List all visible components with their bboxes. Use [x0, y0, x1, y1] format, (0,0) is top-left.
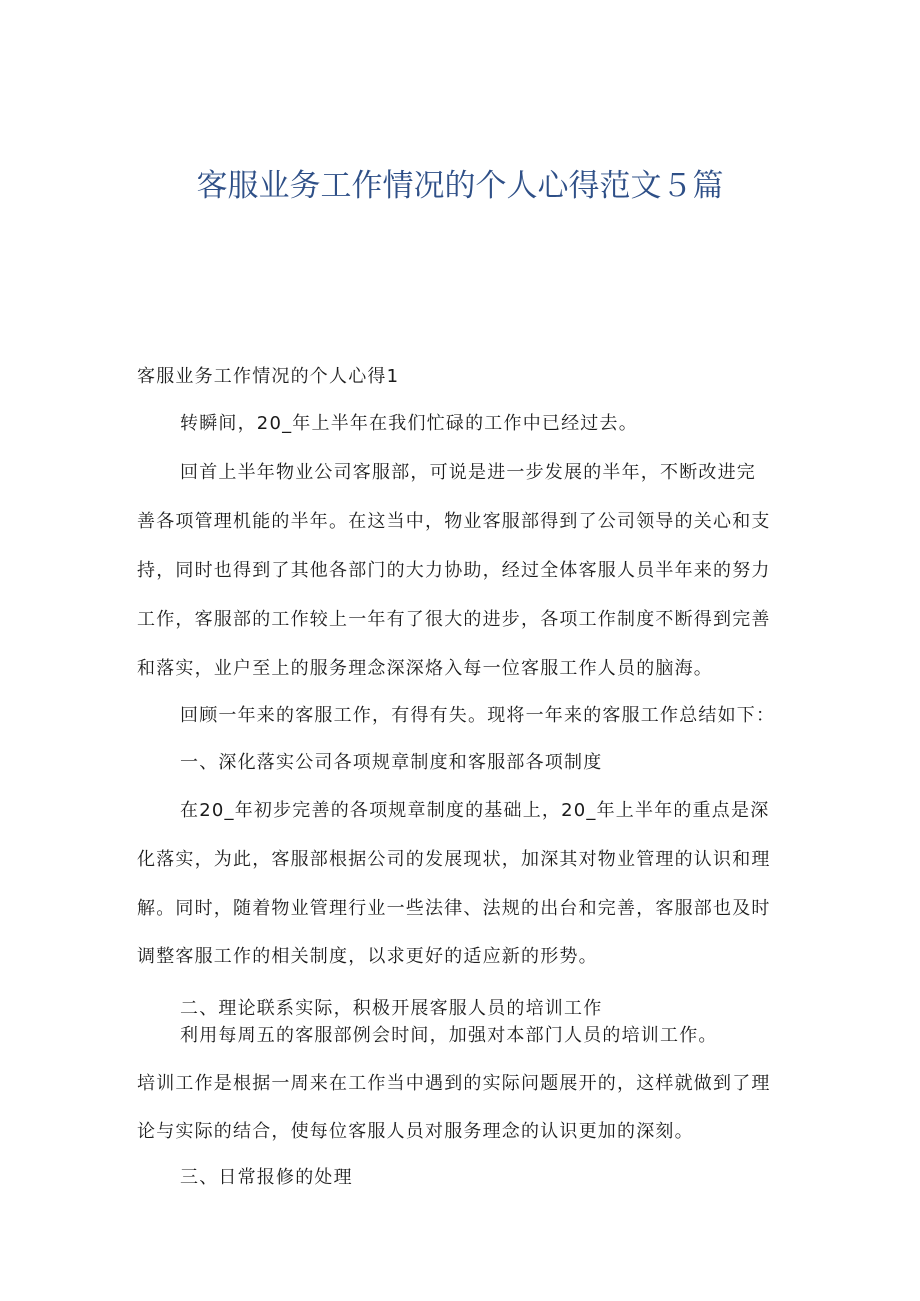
- paragraph-line: 论与实际的结合，使每位客服人员对服务理念的认识更加的深刻。: [137, 1121, 694, 1142]
- paragraph-line: 转瞬间，20_年上半年在我们忙碌的工作中已经过去。: [180, 413, 638, 434]
- paragraph-line: 在20_年初步完善的各项规章制度的基础上，20_年上半年的重点是深: [180, 800, 770, 821]
- section-heading: 三、日常报修的处理: [180, 1167, 353, 1188]
- paragraph-line: 善各项管理机能的半年。在这当中，物业客服部得到了公司领导的关心和支: [137, 511, 771, 532]
- paragraph-line: 和落实，业户至上的服务理念深深烙入每一位客服工作人员的脑海。: [137, 658, 713, 679]
- paragraph-line: 持，同时也得到了其他各部门的大力协助，经过全体客服人员半年来的努力: [137, 560, 771, 581]
- paragraph-line: 解。同时，随着物业管理行业一些法律、法规的出台和完善，客服部也及时: [137, 898, 771, 919]
- section-heading: 二、理论联系实际，积极开展客服人员的培训工作: [180, 998, 603, 1019]
- paragraph-line: 调整客服工作的相关制度，以求更好的适应新的形势。: [137, 946, 598, 967]
- paragraph-line: 培训工作是根据一周来在工作当中遇到的实际问题展开的，这样就做到了理: [137, 1073, 771, 1094]
- paragraph-line: 工作，客服部的工作较上一年有了很大的进步，各项工作制度不断得到完善: [137, 609, 771, 630]
- section-heading: 一、深化落实公司各项规章制度和客服部各项制度: [180, 752, 603, 773]
- document-title: 客服业务工作情况的个人心得范文５篇: [196, 168, 724, 204]
- paragraph-line: 化落实，为此，客服部根据公司的发展现状，加深其对物业管理的认识和理: [137, 849, 771, 870]
- paragraph-line: 回顾一年来的客服工作，有得有失。现将一年来的客服工作总结如下：: [180, 705, 776, 726]
- paragraph-line: 利用每周五的客服部例会时间，加强对本部门人员的培训工作。: [180, 1025, 718, 1046]
- paragraph-line: 回首上半年物业公司客服部，可说是进一步发展的半年，不断改进完: [180, 462, 756, 483]
- section-subtitle: 客服业务工作情况的个人心得1: [137, 366, 400, 387]
